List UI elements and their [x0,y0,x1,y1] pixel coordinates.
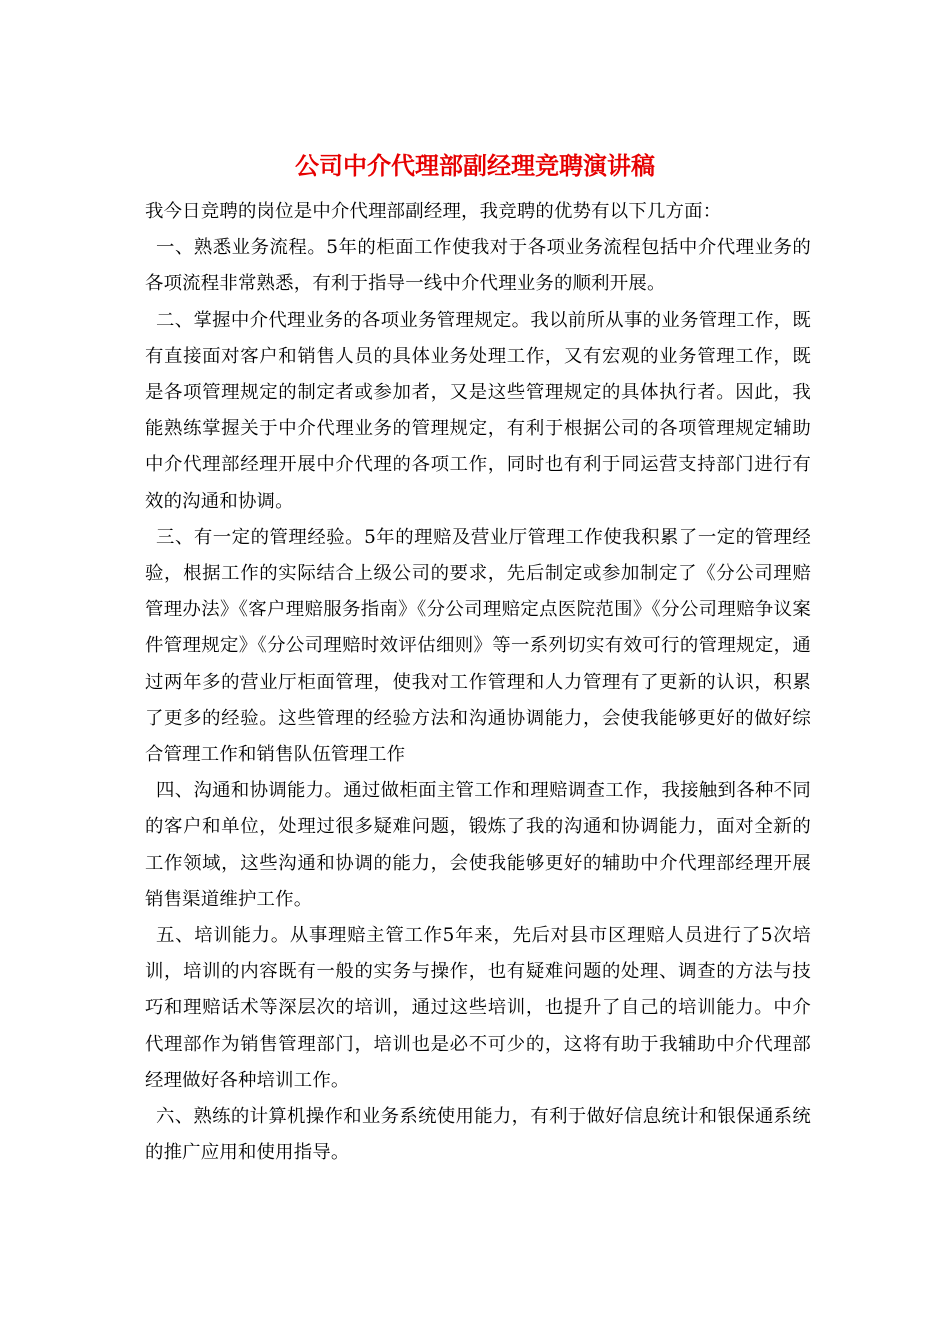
paragraph-1-business-process: 一、熟悉业务流程。5年的柜面工作使我对于各项业务流程包括中介代理业务的各项流程非常熟悉，有利于指导一线中介代理业务的顺利开展。 [145,237,811,295]
paragraph-3-management-experience: 三、有一定的管理经验。5年的理赔及营业厅管理工作使我积累了一定的管理经验，根据工作的实际结合上级公司的要求，先后制定或参加制定了《分公司理赔管理办法》《客户理赔服务指南》《分公司理赔定点医院范围》《分公司理赔争议案件管理规定》《分公司理赔时效评估细则》等一系列切实有效可行的管理规定，通过两年多的营业厅柜面管理，使我对工作管理和人力管理有了更新的认识，积累了更多的经验。这些管理的经验方法和沟通协调能力，会使我能够更好的做好综合管理工作和销售队伍管理工作 [145,526,811,766]
paragraph-6-computer-skills: 六、熟练的计算机操作和业务系统使用能力，有利于做好信息统计和银保通系统的推广应用和使用指导。 [145,1106,811,1164]
paragraph-5-training: 五、培训能力。从事理赔主管工作5年来，先后对县市区理赔人员进行了5次培训，培训的内容既有一般的实务与操作，也有疑难问题的处理、调查的方法与技巧和理赔话术等深层次的培训，通过这些培训，也提升了自己的培训能力。中介代理部作为销售管理部门，培训也是必不可少的，这将有助于我辅助中介代理部经理做好各种培训工作。 [145,925,811,1091]
intro-paragraph: 我今日竞聘的岗位是中介代理部副经理，我竞聘的优势有以下几方面： [145,201,722,222]
document-title: 公司中介代理部副经理竞聘演讲稿 [295,151,655,180]
document-body [145,194,811,1171]
paragraph-4-communication: 四、沟通和协调能力。通过做柜面主管工作和理赔调查工作，我接触到各种不同的客户和单位，处理过很多疑难问题，锻炼了我的沟通和协调能力，面对全新的工作领域，这些沟通和协调的能力，会使我能够更好的辅助中介代理部经理开展销售渠道维护工作。 [145,780,811,910]
paragraph-2-management-rules: 二、掌握中介代理业务的各项业务管理规定。我以前所从事的业务管理工作，既有直接面对客户和销售人员的具体业务处理工作，又有宏观的业务管理工作，既是各项管理规定的制定者或参加者，又是这些管理规定的具体执行者。因此，我能熟练掌握关于中介代理业务的管理规定，有利于根据公司的各项管理规定辅助中介代理部经理开展中介代理的各项工作，同时也有利于同运营支持部门进行有效的沟通和协调。 [145,309,811,512]
